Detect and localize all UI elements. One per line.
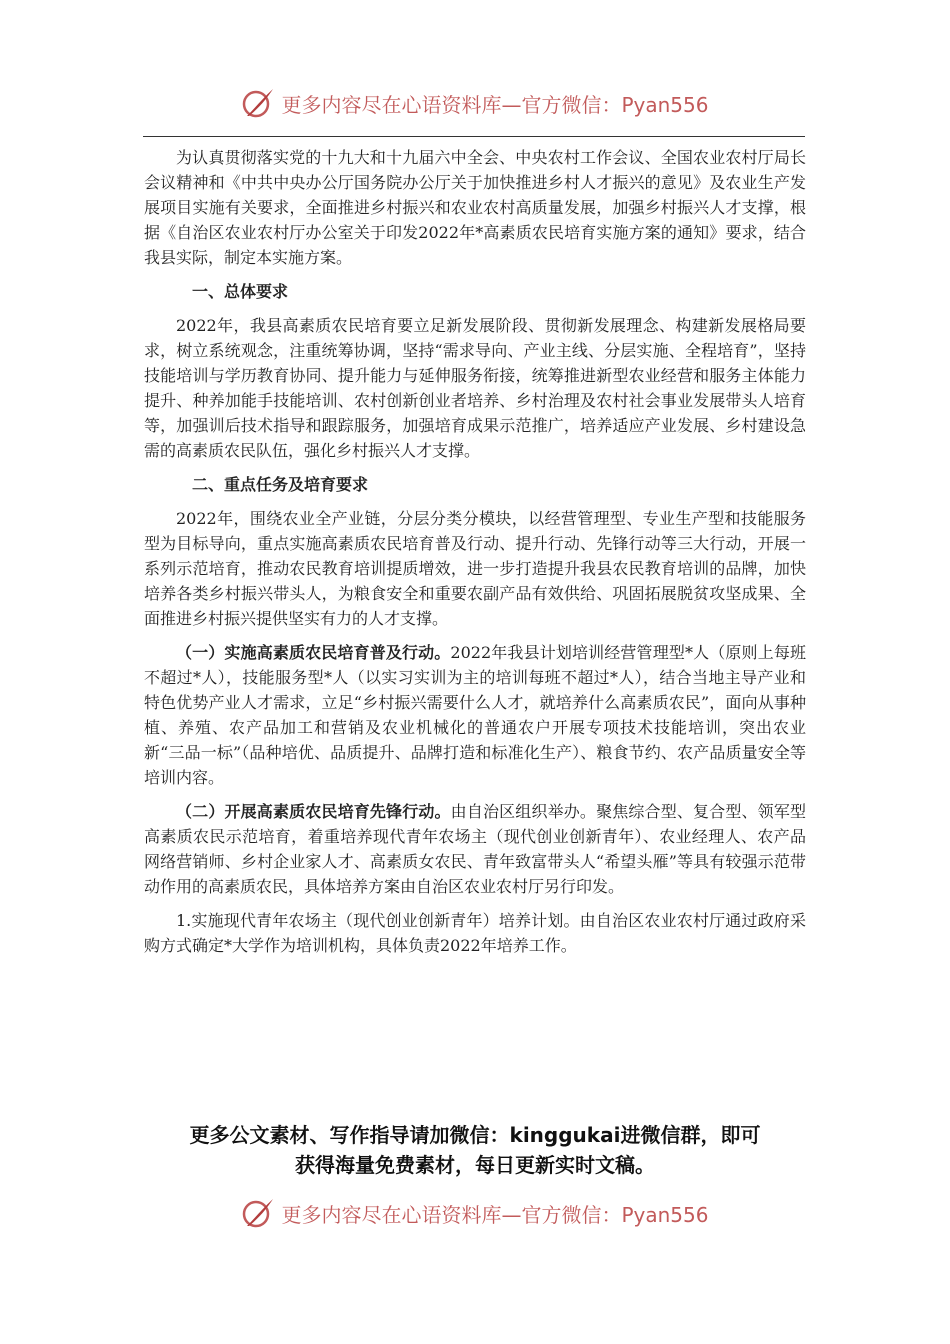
- sub-item-1-paragraph: 1.实施现代青年农场主（现代创业创新青年）培养计划。由自治区农业农村厅通过政府采购方式确定*大学作为培训机构，具体负责2022年培养工作。: [144, 911, 806, 955]
- item-1-paragraph: [144, 640, 806, 790]
- footer-watermark: [0, 1196, 950, 1230]
- promo-line-2: 获得海量免费素材，每日更新实时文稿。: [295, 1153, 655, 1177]
- section-2-heading: 二、重点任务及培育要求: [192, 475, 369, 494]
- header-watermark-text: 更多内容尽在心语资料库—官方微信：Pyan556: [281, 92, 709, 117]
- quill-feather-logo: [241, 86, 275, 120]
- item-2-lead: （二）开展高素质农民培育先锋行动。: [176, 802, 451, 821]
- intro-paragraph: 为认真贯彻落实党的十九大和十九届六中全会、中央农村工作会议、全国农业农村厅局长会议精神和《中共中央办公厅国务院办公厅关于加快推进乡村人才振兴的意见》及农业生产发展项目实施有关要求，全面推进乡村振兴和农业农村高质量发展，加强乡村振兴人才支撑，根据《自治区农业农村厅办公室关于印发2022年*高素质农民培育实施方案的通知》要求，结合我县实际，制定本实施方案。: [144, 148, 806, 267]
- promo-banner: [120, 1120, 830, 1180]
- document-body: [144, 145, 806, 967]
- section-2-paragraph: 2022年，围绕农业全产业链，分层分类分模块，以经营管理型、专业生产型和技能服务型为目标导向，重点实施高素质农民培育普及行动、提升行动、先锋行动等三大行动，开展一系列示范培育，推动农民教育培训提质增效，进一步打造提升我县农民教育培训的品牌，加快培养各类乡村振兴带头人，为粮食安全和重要农副产品有效供给、巩固拓展脱贫攻坚成果、全面推进乡村振兴提供坚实有力的人才支撑。: [144, 509, 806, 628]
- header-divider: [143, 136, 805, 137]
- item-1-text: 2022年我县计划培训经营管理型*人（原则上每班不超过*人），技能服务型*人（以实习实训为主的培训每班不超过*人），结合当地主导产业和特色优势产业人才需求，立足“乡村振兴需要什么人才，就培养什么高素质农民”，面向从事种植、养殖、农产品加工和营销及农业机械化的普通农户开展专项技术技能培训，突出农业新“三品一标”（品种培优、品质提升、品牌打造和标准化生产）、粮食节约、农产品质量安全等培训内容。: [144, 643, 806, 787]
- item-2-text: 由自治区组织举办。聚焦综合型、复合型、领军型高素质农民示范培育，着重培养现代青年农场主（现代创业创新青年）、农业经理人、农产品网络营销师、乡村企业家人才、高素质女农民、青年致富带头人“希望头雁”等具有较强示范带动作用的高素质农民，具体培养方案由自治区农业农村厅另行印发。: [144, 802, 806, 896]
- header-watermark: [0, 86, 950, 120]
- item-2-paragraph: [144, 799, 806, 899]
- section-1-paragraph: 2022年，我县高素质农民培育要立足新发展阶段、贯彻新发展理念、构建新发展格局要求，树立系统观念，注重统筹协调，坚持“需求导向、产业主线、分层实施、全程培育”，坚持技能培训与学历教育协同、提升能力与延伸服务衔接，统筹推进新型农业经营和服务主体能力提升、种养加能手技能培训、农村创新创业者培养、乡村治理及农村社会事业发展带头人培育等，加强训后技术指导和跟踪服务，加强培育成果示范推广，培养适应产业发展、乡村建设急需的高素质农民队伍，强化乡村振兴人才支撑。: [144, 316, 806, 460]
- section-1-heading: 一、总体要求: [192, 282, 289, 301]
- quill-feather-logo: [241, 1196, 275, 1230]
- promo-line-1: 更多公文素材、写作指导请加微信：kinggukai进微信群，即可: [189, 1123, 761, 1147]
- item-1-lead: （一）实施高素质农民培育普及行动。: [176, 643, 451, 662]
- footer-watermark-text: 更多内容尽在心语资料库—官方微信：Pyan556: [281, 1202, 709, 1227]
